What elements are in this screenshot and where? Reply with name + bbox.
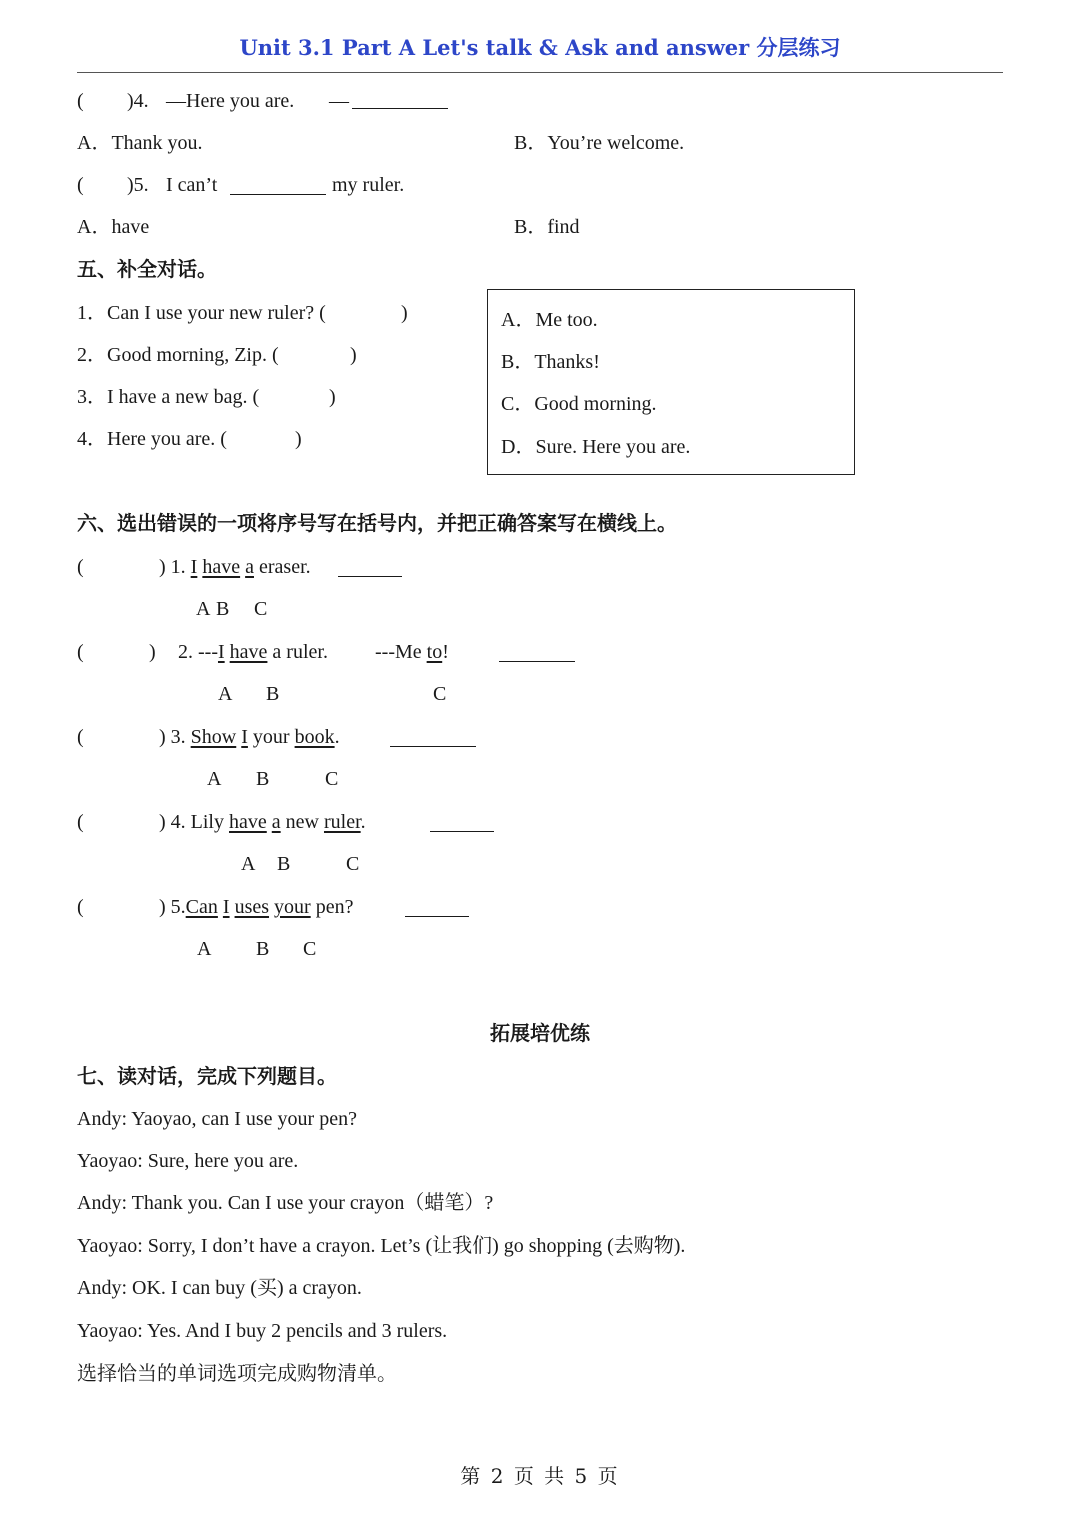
s6-item4-part-b: a — [271, 811, 281, 833]
q4-paren-open: ( — [77, 90, 84, 112]
extension-title: 拓展培优练 — [490, 1021, 590, 1045]
s5-q2-text: Good morning, Zip. ( — [107, 344, 279, 366]
s6-item3-letter-a: A — [207, 768, 222, 790]
s6-item3-end: . — [334, 726, 340, 748]
s6-item5-end: pen? — [315, 896, 354, 918]
s6-item2-part-b: have — [229, 641, 268, 663]
s6-item1-part-a: I — [190, 556, 198, 578]
q4-answer-blank[interactable] — [352, 88, 448, 109]
s6-item2-mid: a ruler. — [272, 641, 328, 663]
s5-q1-text: Can I use your new ruler? ( — [107, 302, 326, 324]
q5-option-a: A．have — [77, 216, 150, 238]
dialogue-line-3: Andy: Thank you. Can I use your crayon（蜡笔）? — [77, 1192, 494, 1214]
s6-item4-letter-a: A — [241, 853, 256, 875]
s6-item5-part-i: I — [222, 896, 230, 918]
s6-item2-end: ! — [442, 641, 449, 663]
s5-q4-text: Here you are. ( — [107, 428, 227, 450]
s6-item4-letter-b: B — [277, 853, 291, 875]
s6-item2-answer-blank[interactable] — [499, 641, 575, 662]
s6-item2-paren-open: ( — [77, 641, 84, 663]
s5-q3-text: I have a new bag. ( — [107, 386, 260, 408]
s6-item1-number: ) 1. — [159, 556, 186, 578]
s6-item1-part-b: have — [202, 556, 241, 578]
s6-item4-sentence — [159, 809, 366, 835]
q4-prompt: —Here you are. — [166, 90, 295, 112]
s5-q2-close: ) — [350, 344, 357, 366]
q5-text-after: my ruler. — [332, 174, 405, 196]
s6-item4-part-c: ruler — [323, 811, 361, 833]
s6-item3-part-c: book — [294, 726, 335, 748]
s6-item3-letter-c: C — [325, 768, 339, 790]
s6-item5-paren-open: ( — [77, 896, 84, 918]
s6-item4-answer-blank[interactable] — [430, 811, 494, 832]
section5-heading: 五、补全对话。 — [77, 257, 217, 281]
s6-item5-letter-a: A — [197, 938, 212, 960]
s5-option-c: C．Good morning. — [501, 393, 657, 415]
s6-item1-part-c: a — [245, 556, 254, 578]
s6-item1-letter-b: B — [216, 598, 230, 620]
section7-instruction: 选择恰当的单词选项完成购物清单。 — [77, 1361, 397, 1385]
s6-item2-reply: ---Me — [375, 641, 422, 663]
s5-q4-close: ) — [295, 428, 302, 450]
s6-item5-part-b: uses — [234, 896, 270, 918]
s5-q3-close: ) — [329, 386, 336, 408]
s5-q2-number: 2． — [77, 344, 107, 366]
q5-answer-blank[interactable] — [230, 174, 326, 195]
s6-item2-part-c: to — [426, 641, 443, 663]
s6-item5-letter-b: B — [256, 938, 270, 960]
s5-q2 — [77, 342, 279, 368]
q4-dash: — — [329, 90, 349, 112]
header-divider — [77, 72, 1003, 73]
s6-item2-letter-a: A — [218, 683, 233, 705]
s6-item4-end: . — [360, 811, 366, 833]
s5-q4 — [77, 426, 227, 452]
s5-q1-number: 1． — [77, 302, 107, 324]
q5-paren-open: ( — [77, 174, 84, 196]
s6-item3-sentence — [159, 724, 340, 750]
s5-option-a: A．Me too. — [501, 309, 598, 331]
s6-item4-part-a: have — [229, 811, 267, 833]
s6-item4-word: new — [285, 811, 319, 833]
s6-item2-number: 2. --- — [178, 641, 218, 663]
s6-item2-sentence-b — [375, 639, 449, 665]
s6-item3-paren-open: ( — [77, 726, 84, 748]
s6-item3-number: ) 3. — [159, 726, 186, 748]
s6-item3-part-a: Show — [190, 726, 237, 748]
s6-item1-paren-open: ( — [77, 556, 84, 578]
s6-item1-answer-blank[interactable] — [338, 556, 402, 577]
s6-item5-sentence — [159, 894, 353, 920]
s6-item5-letter-c: C — [303, 938, 317, 960]
s5-option-b: B．Thanks! — [501, 351, 600, 373]
s6-item4-number: ) 4. Lily — [159, 811, 224, 833]
q5-option-b: B．find — [514, 216, 580, 238]
q5-number: )5. — [127, 174, 149, 196]
s6-item3-word: your — [252, 726, 290, 748]
s5-q4-number: 4． — [77, 428, 107, 450]
s5-q1-close: ) — [401, 302, 408, 324]
s6-item1-sentence — [159, 554, 311, 580]
s5-q3 — [77, 384, 259, 410]
page-header-title: Unit 3.1 Part A Let's talk & Ask and answer 分层练习 — [239, 35, 841, 60]
section6-heading: 六、选出错误的一项将序号写在括号内，并把正确答案写在横线上。 — [77, 511, 677, 535]
s5-q3-number: 3． — [77, 386, 107, 408]
s5-q1 — [77, 300, 326, 326]
section7-heading: 七、读对话，完成下列题目。 — [77, 1064, 337, 1088]
dialogue-line-5: Andy: OK. I can buy (买) a crayon. — [77, 1277, 362, 1299]
s6-item3-answer-blank[interactable] — [390, 726, 476, 747]
s5-option-d: D．Sure. Here you are. — [501, 436, 691, 458]
s6-item1-letter-c: C — [254, 598, 268, 620]
dialogue-line-6: Yaoyao: Yes. And I buy 2 pencils and 3 rulers. — [77, 1320, 448, 1342]
s6-item5-part-a: Can — [185, 896, 218, 918]
s6-item4-letter-c: C — [346, 853, 360, 875]
s6-item3-letter-b: B — [256, 768, 270, 790]
dialogue-line-1: Andy: Yaoyao, can I use your pen? — [77, 1108, 357, 1130]
q4-number: )4. — [127, 90, 149, 112]
s6-item2-letter-b: B — [266, 683, 280, 705]
s6-item1-rest: eraser. — [259, 556, 311, 578]
q4-option-a: A．Thank you. — [77, 132, 203, 154]
s6-item1-letter-a: A — [196, 598, 211, 620]
q5-text-before: I can’t — [166, 174, 218, 196]
s6-item4-paren-open: ( — [77, 811, 84, 833]
s6-item2-sentence-a — [178, 639, 328, 665]
s6-item5-answer-blank[interactable] — [405, 896, 469, 917]
s6-item2-part-a: I — [217, 641, 225, 663]
s6-item2-letter-c: C — [433, 683, 447, 705]
page-footer: 第 2 页 共 5 页 — [460, 1464, 620, 1488]
s6-item5-number: ) 5. — [159, 896, 186, 918]
s6-item3-part-b: I — [241, 726, 248, 748]
s6-item5-part-c: your — [274, 896, 311, 918]
s6-item2-paren-close: ) — [149, 641, 156, 663]
q4-option-b: B．You’re welcome. — [514, 132, 685, 154]
dialogue-line-4: Yaoyao: Sorry, I don’t have a crayon. Let’s (让我们) go shopping (去购物). — [77, 1235, 686, 1257]
dialogue-line-2: Yaoyao: Sure, here you are. — [77, 1150, 299, 1172]
